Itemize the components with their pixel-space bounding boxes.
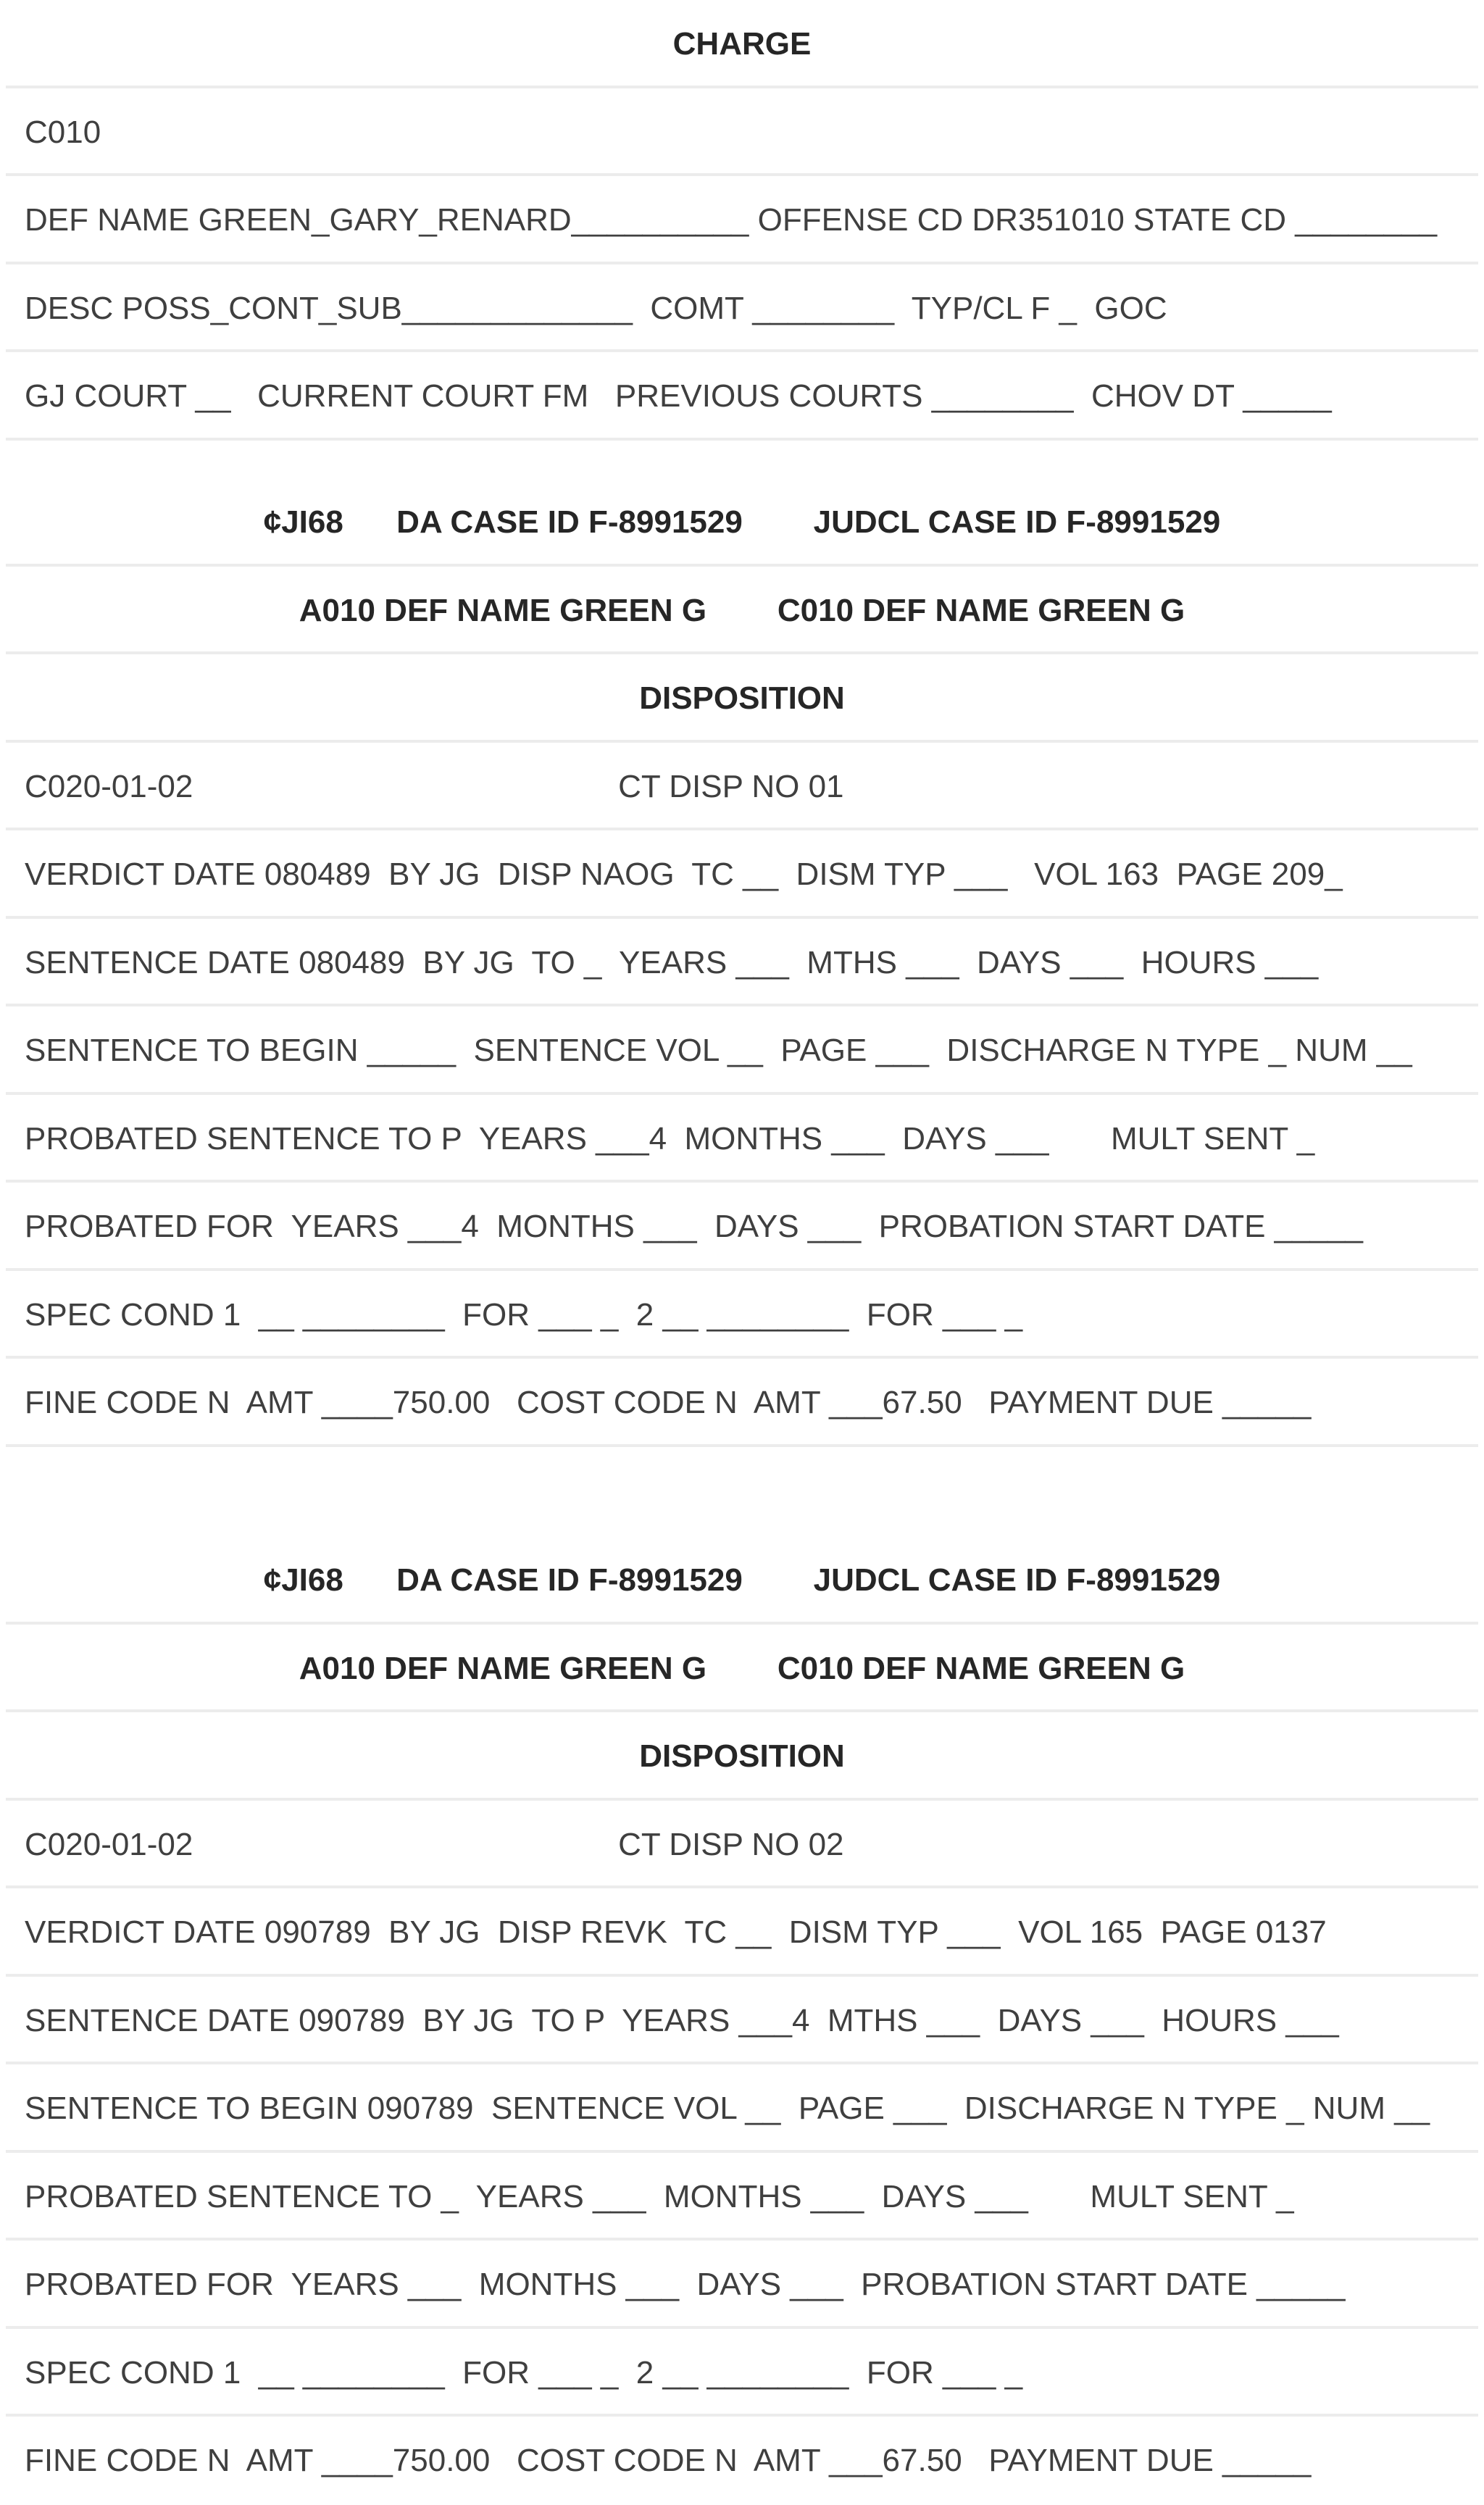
disposition-record-line: C020-01-02 CT DISP NO 02 xyxy=(6,1801,1478,1889)
sentence-date-row: SENTENCE DATE 090789 BY JG TO P YEARS ___4 MTHS ___ DAYS ___ HOURS ___ xyxy=(6,1977,1478,2065)
sentence-date-row: SENTENCE DATE 080489 BY JG TO _ YEARS ___ MTHS ___ DAYS ___ HOURS ___ xyxy=(6,919,1478,1007)
probated-for-row: PROBATED FOR YEARS ___ MONTHS ___ DAYS ___ PROBATION START DATE _____ xyxy=(6,2241,1478,2329)
charge-row-court: GJ COURT __ CURRENT COURT FM PREVIOUS COURTS ________ CHOV DT _____ xyxy=(6,352,1478,441)
fine-code-row: FINE CODE N AMT ____750.00 COST CODE N AMT ___67.50 PAYMENT DUE _____ xyxy=(6,1359,1478,1447)
fine-code-row: FINE CODE N AMT ____750.00 COST CODE N AMT ___67.50 PAYMENT DUE _____ xyxy=(25,2443,1312,2478)
disposition-heading: DISPOSITION xyxy=(6,1712,1478,1801)
charge-row-desc: DESC POSS_CONT_SUB_____________ COMT ________ TYP/CL F _ GOC xyxy=(6,264,1478,353)
spec-cond-row: SPEC COND 1 __ ________ FOR ___ _ 2 __ ________ FOR ___ _ xyxy=(6,2329,1478,2417)
disposition-case-ids: ¢JI68 DA CASE ID F-8991529 JUDCL CASE ID F-8991529 xyxy=(6,478,1478,567)
charge-section xyxy=(6,0,1478,441)
probated-for-row: PROBATED FOR YEARS ___4 MONTHS ___ DAYS ___ PROBATION START DATE _____ xyxy=(6,1183,1478,1271)
spec-cond-row: SPEC COND 1 __ ________ FOR ___ _ 2 __ ________ FOR ___ _ xyxy=(6,1271,1478,1359)
disposition-section-2 xyxy=(6,1536,1478,2505)
disposition-record-line: C020-01-02 CT DISP NO 01 xyxy=(6,743,1478,831)
charge-heading: CHARGE xyxy=(6,0,1478,88)
disposition-heading: DISPOSITION xyxy=(6,654,1478,743)
probated-sentence-row: PROBATED SENTENCE TO P YEARS ___4 MONTHS ___ DAYS ___ MULT SENT _ xyxy=(6,1095,1478,1183)
verdict-row: VERDICT DATE 080489 BY JG DISP NAOG TC __ DISM TYP ___ VOL 163 PAGE 209_ xyxy=(6,830,1478,919)
disposition-def-names: A010 DEF NAME GREEN G C010 DEF NAME GREEN G xyxy=(6,1625,1478,1713)
sentence-begin-row: SENTENCE TO BEGIN 090789 SENTENCE VOL __ PAGE ___ DISCHARGE N TYPE _ NUM __ xyxy=(6,2064,1478,2153)
disposition-case-ids: ¢JI68 DA CASE ID F-8991529 JUDCL CASE ID F-8991529 xyxy=(6,1536,1478,1625)
probated-sentence-row: PROBATED SENTENCE TO _ YEARS ___ MONTHS ___ DAYS ___ MULT SENT _ xyxy=(6,2153,1478,2241)
disposition-section-1 xyxy=(6,478,1478,1447)
disposition-def-names: A010 DEF NAME GREEN G C010 DEF NAME GREEN G xyxy=(6,567,1478,655)
charge-row-def-name: DEF NAME GREEN_GARY_RENARD__________ OFFENSE CD DR351010 STATE CD ________ xyxy=(6,176,1478,264)
charge-row-record-id: C010 xyxy=(6,88,1478,177)
sentence-begin-row: SENTENCE TO BEGIN _____ SENTENCE VOL __ PAGE ___ DISCHARGE N TYPE _ NUM __ xyxy=(6,1006,1478,1095)
verdict-row: VERDICT DATE 090789 BY JG DISP REVK TC __ DISM TYP ___ VOL 165 PAGE 0137 xyxy=(6,1888,1478,1977)
